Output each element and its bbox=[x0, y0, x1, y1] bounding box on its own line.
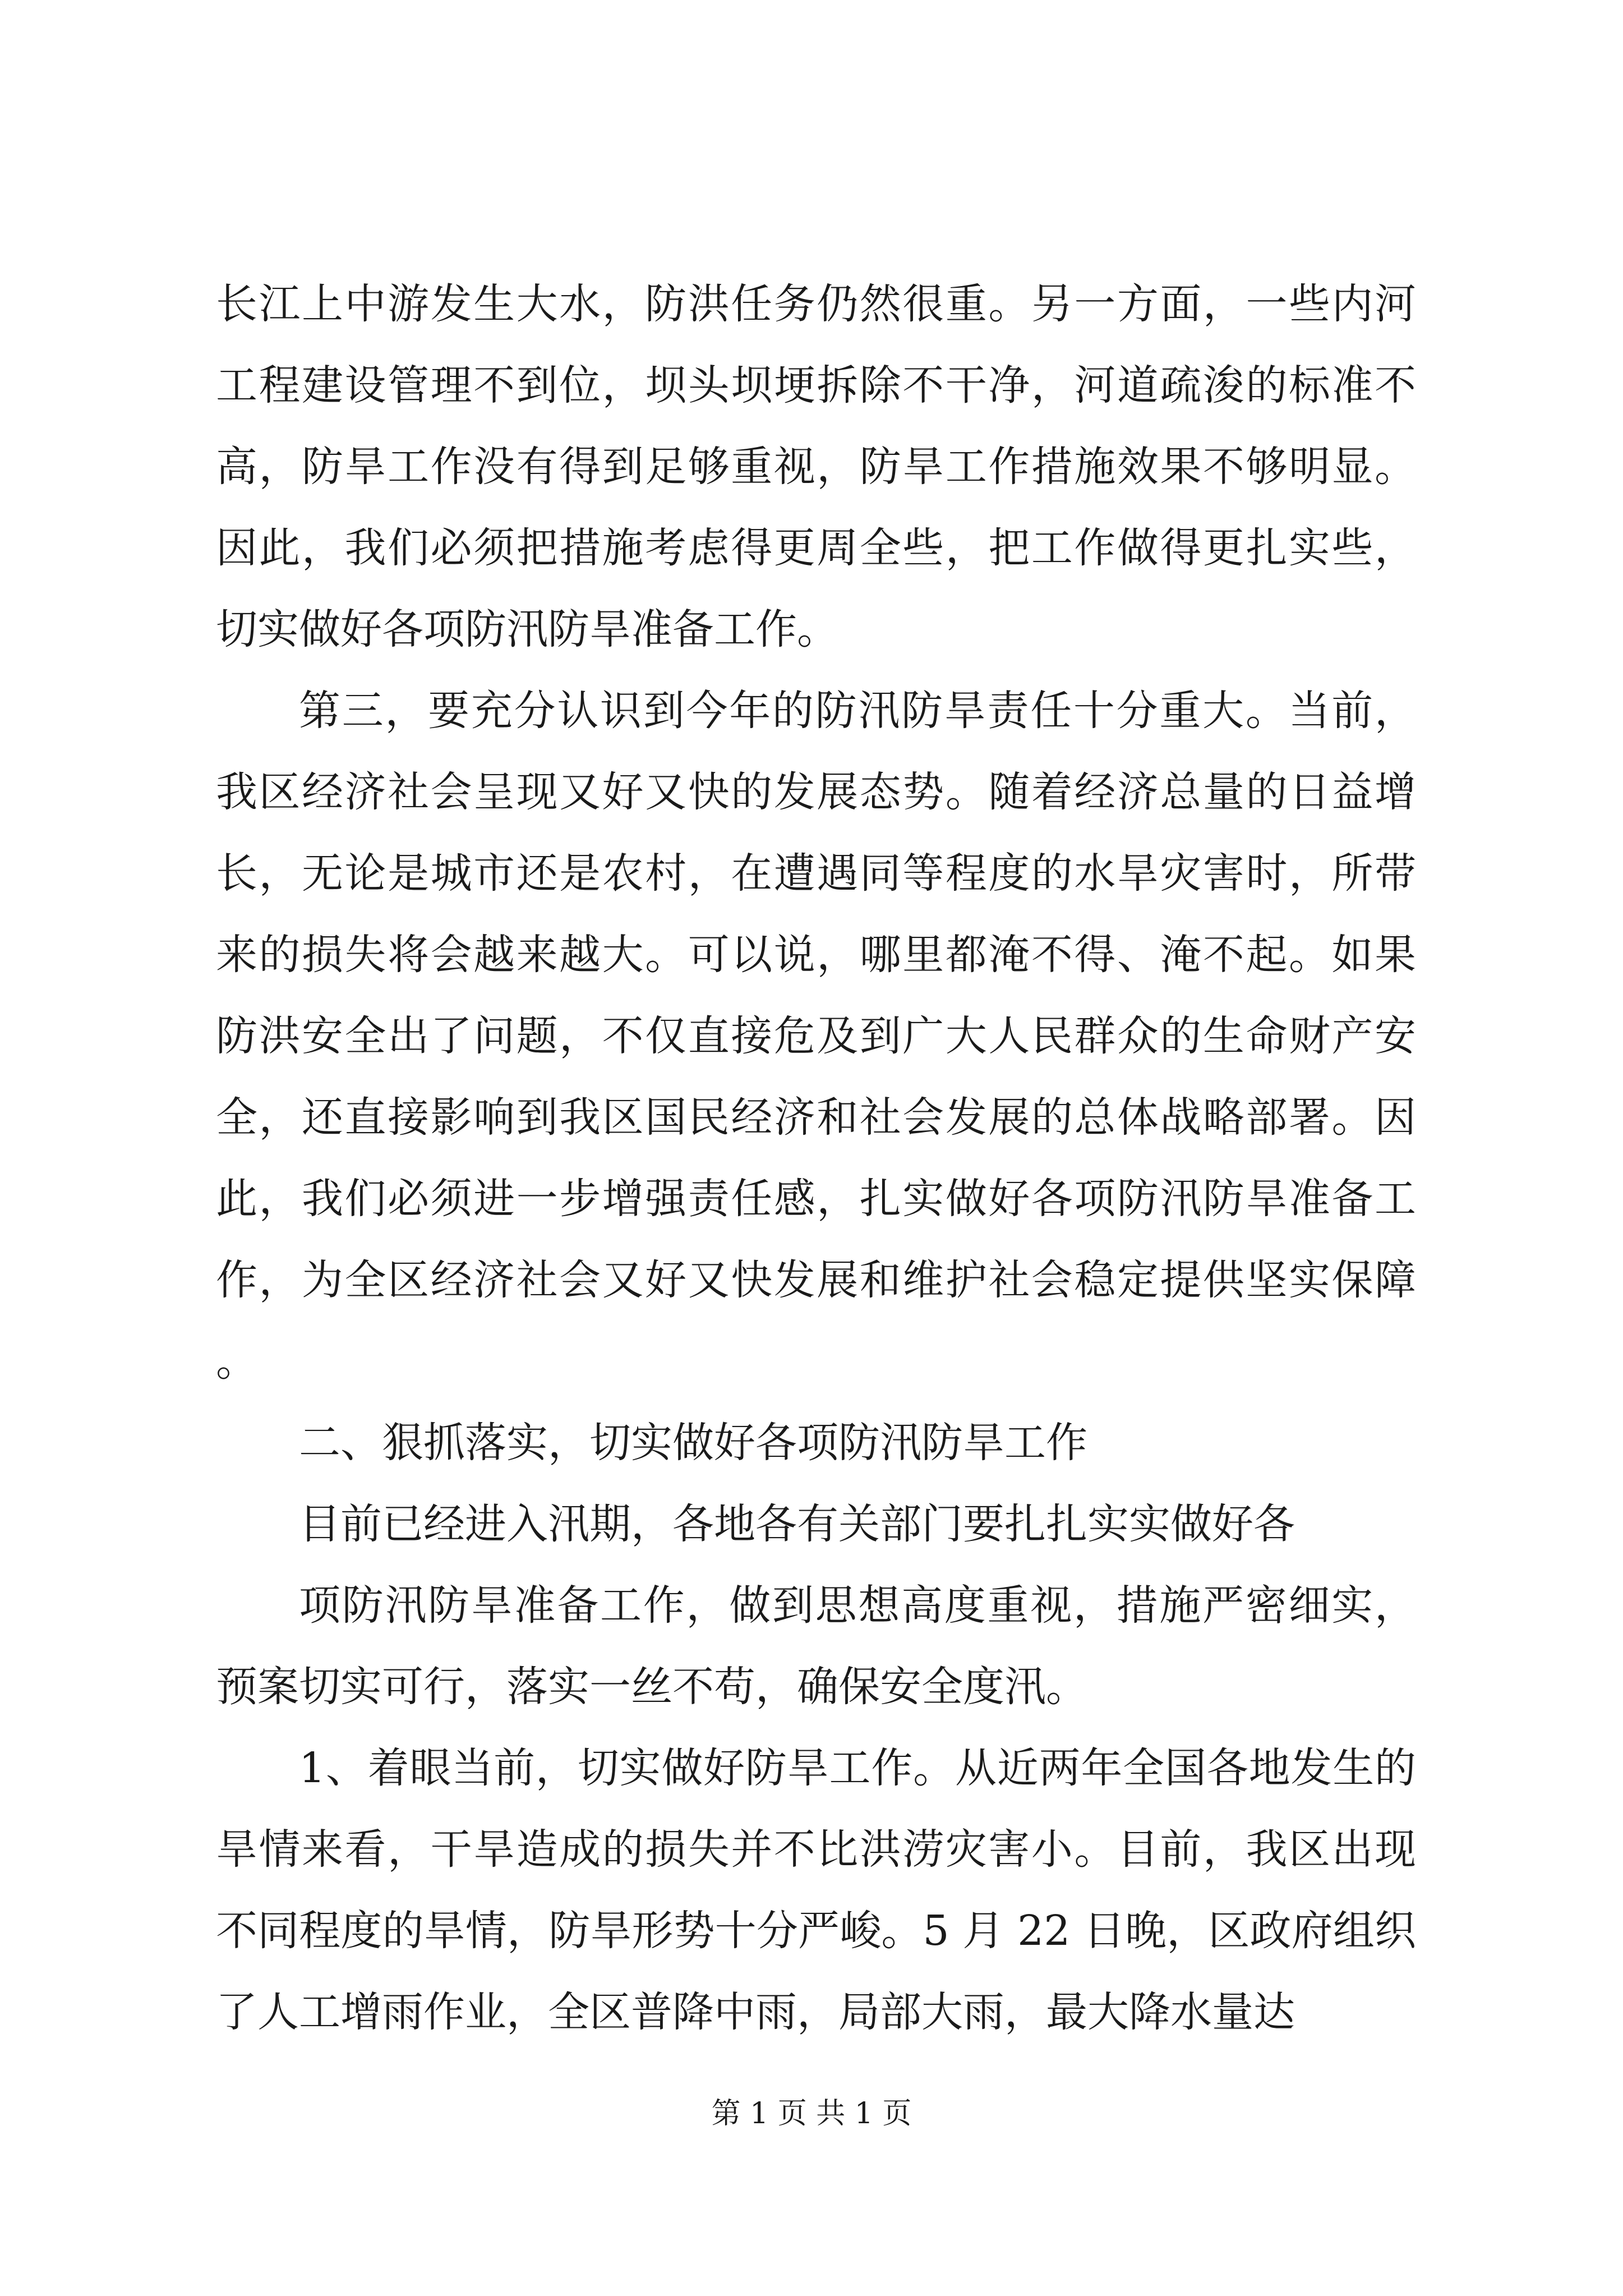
document-body bbox=[216, 264, 1416, 2053]
paragraph-5: 1、着眼当前，切实做好防旱工作。从近两年全国各地发生的旱情来看，干旱造成的损失并不比洪涝灾害小。目前，我区出现不同程度的旱情，防旱形势十分严峻。5 月 22 日晚，区政府组织了人工增雨作业，全区普降中雨，局部大雨，最大降水量达 bbox=[216, 1744, 1416, 2036]
page-footer: 第 1 页 共 1 页 bbox=[711, 2097, 912, 2131]
section-heading: 二、狠抓落实，切实做好各项防汛防旱工作 bbox=[299, 1419, 1087, 1467]
paragraph-2: 第三，要充分认识到今年的防汛防旱责任十分重大。当前，我区经济社会呈现又好又快的发展态势。随着经济总量的日益增长，无论是城市还是农村，在遭遇同等程度的水旱灾害时，所带来的损失将会越来越大。可以说，哪里都淹不得、淹不起。如果防洪安全出了问题，不仅直接危及到广大人民群众的生命财产安全，还直接影响到我区国民经济和社会发展的总体战略部署。因此，我们必须进一步增强责任感，扎实做好各项防汛防旱准备工作，为全区经济社会又好又快发展和维护社会稳定提供坚实保障。 bbox=[216, 687, 1416, 1386]
paragraph-3: 目前已经进入汛期，各地各有关部门要扎扎实实做好各 bbox=[299, 1500, 1295, 1548]
paragraph-4: 项防汛防旱准备工作，做到思想高度重视，措施严密细实，预案切实可行，落实一丝不苟，确保安全度汛。 bbox=[216, 1581, 1416, 1711]
paragraph-1: 长江上中游发生大水，防洪任务仍然很重。另一方面，一些内河工程建设管理不到位，坝头坝埂拆除不干净，河道疏浚的标准不高，防旱工作没有得到足够重视，防旱工作措施效果不够明显。因此，我们必须把措施考虑得更周全些，把工作做得更扎实些，切实做好各项防汛防旱准备工作。 bbox=[216, 280, 1416, 654]
